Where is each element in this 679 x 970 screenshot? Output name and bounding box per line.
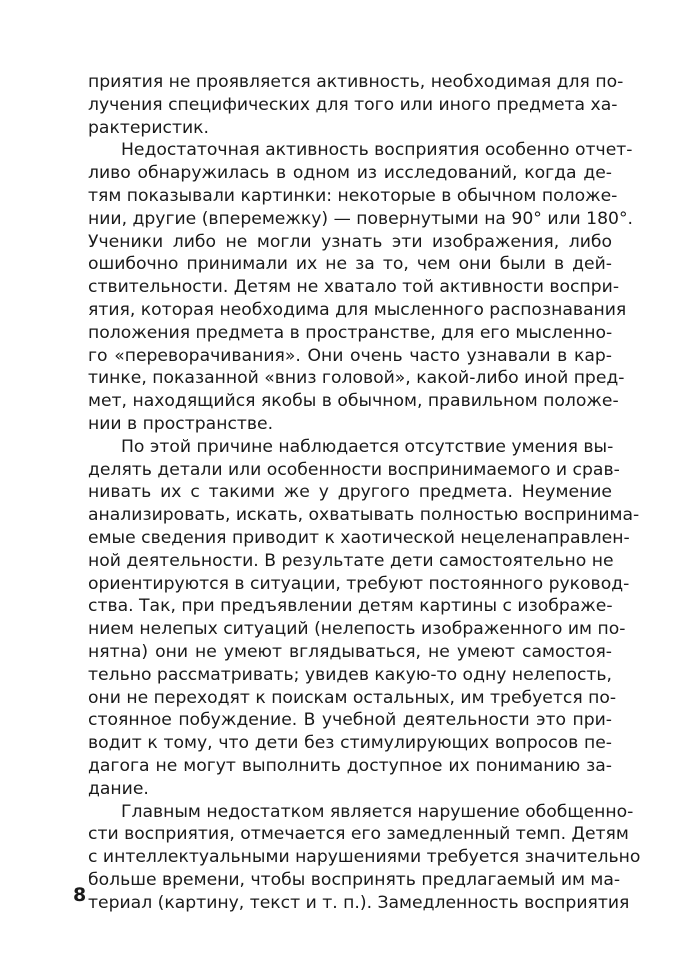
paragraph-3 xyxy=(88,436,640,801)
text-line: стоянное побуждение. В учебной деятельности это при- xyxy=(88,710,612,731)
text-line: емые сведения приводит к хаотической нецеленаправлен- xyxy=(88,527,630,548)
text-line: тельно рассматривать; увидев какую-то одну нелепость, xyxy=(88,664,613,685)
text-line: дание. xyxy=(88,778,149,799)
text-line: приятия не проявляется активность, необходимая для по- xyxy=(88,72,624,92)
text-line: положения предмета в пространстве, для его мысленно- xyxy=(88,322,613,343)
paragraph-2 xyxy=(88,139,634,435)
text-line: ливо обнаружилась в одном из исследований, когда де- xyxy=(88,163,612,184)
text-line: Ученики либо не могли узнать эти изображения, либо xyxy=(88,231,612,252)
text-line: больше времени, чтобы воспринять предлагаемый им ма- xyxy=(88,869,621,890)
text-line: ошибочно принимали их не за то, чем они были в дей- xyxy=(88,254,612,275)
text-line: делять детали или особенности воспринимаемого и срав- xyxy=(88,459,620,480)
text-line: По этой причине наблюдается отсутствие умения вы- xyxy=(121,436,614,457)
text-line: нятна) они не умеют вглядываться, не умеют самостоя- xyxy=(88,641,612,662)
paragraph-1 xyxy=(88,71,624,139)
text-line: нии, другие (вперемежку) — повернутыми на 90° или 180°. xyxy=(88,208,634,229)
text-line: тинке, показанной «вниз головой», какой-либо иной пред- xyxy=(88,368,625,389)
page-number: 8 xyxy=(73,884,87,906)
paragraph-4 xyxy=(88,801,641,915)
text-line: нием нелепых ситуаций (нелепость изображенного им по- xyxy=(88,619,626,640)
text-line: с интеллектуальными нарушениями требуется значительно xyxy=(88,847,641,868)
text-line: лучения специфических для того или иного предмета ха- xyxy=(88,94,618,115)
text-line: Недостаточная активность восприятия особенно отчет- xyxy=(121,140,633,161)
text-line: Главным недостатком является нарушение обобщенно- xyxy=(121,801,634,822)
text-line: мет, находящийся якобы в обычном, правильном положе- xyxy=(88,391,619,412)
body-text xyxy=(88,71,641,914)
text-line: нии в пространстве. xyxy=(88,413,274,434)
text-line: териал (картину, текст и т. п.). Замедленность восприятия xyxy=(88,892,630,913)
text-line: рактеристик. xyxy=(88,117,209,138)
text-line: они не переходят к поискам остальных, им требуется по- xyxy=(88,687,617,708)
text-line: тям показывали картинки: некоторые в обычном положе- xyxy=(88,185,618,206)
text-line: ствительности. Детям не хватало той активности воспри- xyxy=(88,277,620,298)
text-line: нивать их с такими же у другого предмета. Неумение xyxy=(88,482,612,503)
text-line: анализировать, искать, охватывать полностью воспринима- xyxy=(88,505,640,526)
text-line: дагога не могут выполнить доступное их пониманию за- xyxy=(88,755,612,776)
text-line: сти восприятия, отмечается его замедленный темп. Детям xyxy=(88,824,629,845)
text-line: ства. Так, при предъявлении детям картины с изображе- xyxy=(88,596,613,617)
text-line: водит к тому, что дети без стимулирующих вопросов пе- xyxy=(88,733,612,754)
text-line: ятия, которая необходима для мысленного распознавания xyxy=(88,299,627,320)
text-line: ориентируются в ситуации, требуют постоянного руковод- xyxy=(88,573,630,594)
text-line: ной деятельности. В результате дети самостоятельно не xyxy=(88,550,614,571)
text-line: го «переворачивания». Они очень часто узнавали в кар- xyxy=(88,345,612,366)
